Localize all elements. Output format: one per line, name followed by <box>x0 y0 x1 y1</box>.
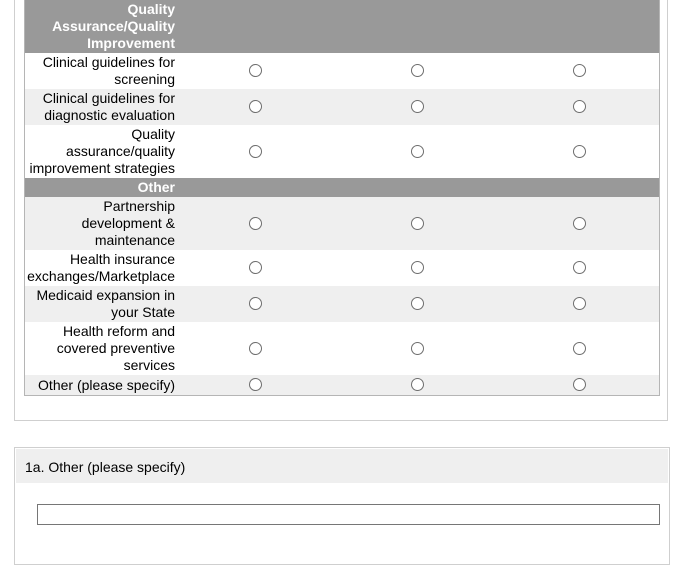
radio-option-1[interactable] <box>249 145 262 158</box>
section-header-qa-qi <box>25 0 659 53</box>
radio-option-1[interactable] <box>249 64 262 77</box>
row-label: Clinical guidelines for screening <box>42 54 175 87</box>
row-label: Partnership development & maintenance <box>81 198 175 248</box>
radio-option-2[interactable] <box>411 261 424 274</box>
radio-option-3[interactable] <box>573 342 586 355</box>
row-label: Health reform and covered preventive services <box>56 323 175 373</box>
radio-option-2[interactable] <box>411 297 424 310</box>
row-label: Quality assurance/quality improvement strategies <box>29 126 175 176</box>
radio-option-1[interactable] <box>249 378 262 391</box>
radio-option-3[interactable] <box>573 64 586 77</box>
row-label: Clinical guidelines for diagnostic evaluation <box>42 90 175 123</box>
radio-option-3[interactable] <box>573 217 586 230</box>
radio-option-3[interactable] <box>573 297 586 310</box>
radio-option-3[interactable] <box>573 145 586 158</box>
matrix-grid <box>24 0 660 396</box>
matrix-row <box>25 322 659 375</box>
other-specify-input[interactable] <box>37 504 660 525</box>
question-title: 1a. Other (please specify) <box>25 459 186 475</box>
section-title: Other <box>137 179 175 195</box>
radio-option-2[interactable] <box>411 145 424 158</box>
row-label: Health insurance exchanges/Marketplace <box>27 251 175 284</box>
radio-option-1[interactable] <box>249 297 262 310</box>
matrix-row <box>25 197 659 250</box>
radio-option-3[interactable] <box>573 100 586 113</box>
section-header-other <box>25 178 659 197</box>
matrix-row <box>25 250 659 286</box>
row-label: Other (please specify) <box>38 376 175 393</box>
followup-question-panel <box>14 447 670 565</box>
matrix-row <box>25 125 659 178</box>
matrix-row <box>25 286 659 322</box>
row-label: Medicaid expansion in your State <box>36 287 175 320</box>
matrix-row <box>25 375 659 395</box>
matrix-row <box>25 89 659 125</box>
radio-option-2[interactable] <box>411 100 424 113</box>
question-header <box>16 449 668 483</box>
radio-option-1[interactable] <box>249 342 262 355</box>
radio-option-3[interactable] <box>573 378 586 391</box>
radio-option-2[interactable] <box>411 378 424 391</box>
radio-option-1[interactable] <box>249 217 262 230</box>
matrix-row <box>25 53 659 89</box>
radio-option-1[interactable] <box>249 261 262 274</box>
section-title: Quality Assurance/Quality Improvement <box>52 1 175 51</box>
radio-option-1[interactable] <box>249 100 262 113</box>
radio-option-2[interactable] <box>411 64 424 77</box>
radio-option-2[interactable] <box>411 217 424 230</box>
radio-option-2[interactable] <box>411 342 424 355</box>
radio-option-3[interactable] <box>573 261 586 274</box>
